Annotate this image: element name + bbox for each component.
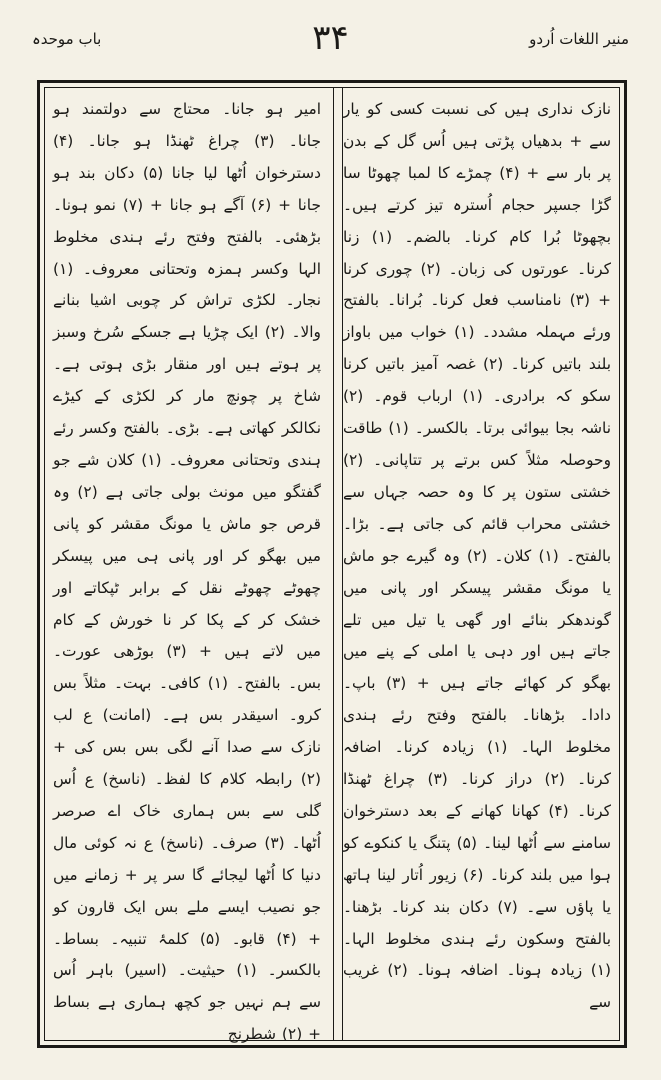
left-column — [53, 94, 322, 1044]
section-heading: باب موحدہ — [32, 30, 102, 48]
column-divider — [333, 88, 343, 1040]
running-head — [24, 18, 637, 68]
book-title: منیر اللغات اُردو — [529, 30, 629, 48]
page-number: ۳۴ — [312, 18, 349, 58]
page-border — [37, 80, 627, 1048]
page-border-inner — [44, 87, 620, 1044]
right-column-text: نازک نداری ہیں کی نسبت کسی کو یار سے + بدھیاں پڑتی ہیں اُس گل کے بدن پر بار سے + (۴) چمڑے کا لمبا چھوٹا سا گڑا جسپر حجام اُسترہ تیز کرتے ہیں۔ بچھوٹا بُرا کام کرنا۔ بالضم۔ (۱) زنا کرنا۔ عورتوں کی زبان۔ (۲) چوری کرنا + (۳) نامناسب فعل کرنا۔ بُرانا۔ بالفتح ورئے مہملہ مشدد۔ (۱) خواب میں باواز بلند باتیں کرنا۔ (۲) غصہ آمیز باتیں کرنا سکو کہ برادری۔ (۱) ارباب قوم۔ (۲) ناشہ بجا بیوائی برتا۔ بالکسر۔ (۱) طاقت وحوصلہ مثلاً کس برتے پر تتاپانی۔ (۲) خشتی ستون پر کا وہ حصہ جہاں سے خشتی محراب قائم کی جاتی ہے۔ بڑا۔ بالفتح۔ (۱) کلان۔ (۲) وہ گیرے جو ماش یا مونگ مقشر پیسکر اور پانی میں گوندھکر بنائے اور گھی یا تیل میں تلے جاتے ہیں اور دہی یا املی کے پنے میں بھگو کر کھائے جاتے ہیں + (۳) باپ۔ دادا۔ بڑھانا۔ بالفتح وفتح رئے ہندی مخلوط الہا۔ (۱) زیادہ کرنا۔ اضافہ کرنا۔ (۲) دراز کرنا۔ (۳) چراغ ٹھنڈا کرنا۔ (۴) کھانا کھانے کے بعد دسترخوان سامنے سے اُٹھا لینا۔ (۵) پتنگ یا کنکوے کو ہوا میں بلند کرنا۔ (۶) زیور اُتار لینا ہاتھ یا پاؤں سے۔ (۷) دکان بند کرنا۔ بڑھنا۔ بالفتح وسکون رئے ہندی مخلوط الہا۔ (۱) زیادہ ہونا۔ اضافہ ہونا۔ (۲) غریب سے — [343, 100, 612, 1012]
right-column — [343, 94, 611, 1034]
left-column-text: امیر ہو جانا۔ محتاج سے دولتمند ہو جانا۔ (۳) چراغ ٹھنڈا ہو جانا۔ (۴) دسترخوان اُٹھا لیا جانا (۵) دکان بند ہو جانا + (۶) آگے ہو جانا + (۷) نمو ہونا۔ بڑھئی۔ بالفتح وفتح رئے ہندی مخلوط الہا وکسر ہمزہ وتحتانی معروف۔ (۱) نجار۔ لکڑی تراش کر چوبی اشیا بنانے والا۔ (۲) ایک چڑیا ہے جسکے سُرخ وسبز پر ہوتے ہیں اور منقار بڑی ہوتی ہے۔ شاخ پر چونچ مار کر لکڑی کے کیڑے نکالکر کھاتی ہے۔ بڑی۔ بالفتح وکسر رئے ہندی وتحتانی معروف۔ (۱) کلان شے جو گفتگو میں مونث بولی جاتی ہے (۲) وہ قرص جو ماش یا مونگ مقشر کو پانی میں بھگو کر اور پانی ہی میں پیسکر چھوٹے چھوٹے نقل کے برابر ٹپکاتے اور خشک کر کے پکا کر نا خورش کے کام میں لاتے ہیں + (۳) بوڑھی عورت۔ بس۔ بالفتح۔ (۱) کافی۔ بہت۔ مثلاً بس کرو۔ اسیقدر بس ہے۔ (امانت) ع لب نازک سے صدا آنے لگی بس بس کی + (۲) رابطہ کلام کا لفظ۔ (ناسخ) ع اُس گلی سے بس ہماری خاک اے صرصر اُٹھا۔ (۳) صرف۔ (ناسخ) ع نہ کوئی مال دنیا کا اُٹھا لیجائے گا سر پر + زمانے میں جو نصیب ایسے ملے بس ایک قارون کو + (۴) قابو۔ (۵) کلمۂ تنبیہ۔ بساط۔ بالکسر۔ (۱) حیثیت۔ (اسیر) باہر اُس سے ہم نہیں جو کچھ ہماری ہے بساط + (۲) شطرنج — [53, 100, 322, 1044]
